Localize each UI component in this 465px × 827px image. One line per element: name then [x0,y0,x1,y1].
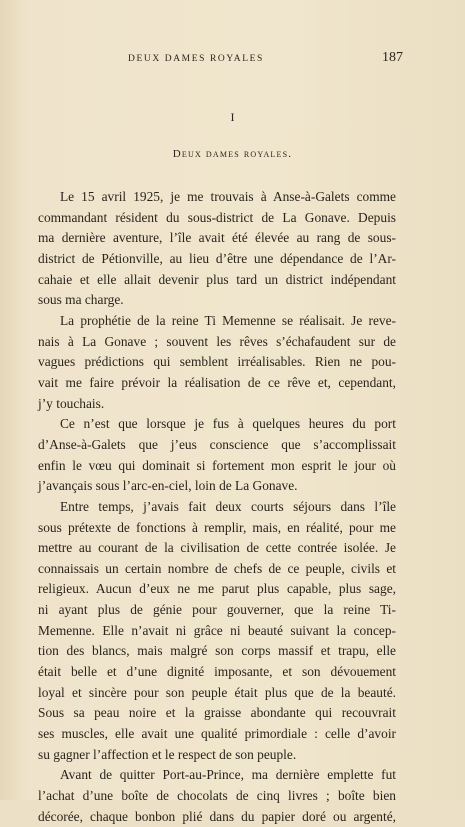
text-line: Avant de quitter Port-au-Prince, ma dernière emplette fut [60,767,396,783]
text-line: mettre au courant de la civilisation de cette contrée isolée. Je [38,540,396,556]
running-header [0,50,465,70]
text-line: loyal et sincère pour son peuple était plus que de la beauté. [38,684,396,700]
text-line: était belle et d’une dignité imposante, et son dévouement [38,664,396,680]
text-line: vait me faire prévoir la réalisation de ce rêve et, cependant, [38,374,396,390]
text-line: d’Anse-à-Galets que j’eus conscience que s’accomplissait [38,436,396,452]
text-line: décorée, chaque bonbon plié dans du papier doré ou argenté, [38,808,396,824]
paragraph [38,497,396,766]
text-line: sous prétexte de fonctions à remplir, mais, en réalité, pour me [38,519,396,535]
text-line: sous ma charge. [38,292,124,308]
text-line: ses muscles, elle avait une qualité primordiale : celle d’avoir [38,726,396,742]
text-line: La prophétie de la reine Ti Memenne se réalisait. Je reve- [60,312,396,328]
text-line: j’avançais sous l’arc-en-ciel, loin de La Gonave. [38,478,298,494]
text-line: nais à La Gonave ; souvent les rêves s’échafaudent sur de [38,333,396,349]
text-line: ni ayant plus de génie pour gouverner, que la reine Ti- [38,602,396,618]
text-line: Ce n’est que lorsque je fus à quelques heures du port [60,416,396,432]
paragraph [38,765,396,827]
paragraph [38,187,396,311]
text-line: connaissais un certain nombre de chefs de ce peuple, civils et [38,560,396,576]
paragraph [38,414,396,497]
text-line: j’y touchais. [38,395,105,411]
text-line: su gagner l’affection et le respect de son peuple. [38,746,297,762]
text-line: tion des blancs, mais malgré son corps massif et trapu, elle [38,643,396,659]
text-line: vagues prédictions qui semblent irréalisables. Rien ne pou- [38,354,396,370]
text-line: l’achat d’une boîte de chocolats de cinq livres ; boîte bien [38,788,396,804]
running-title: DEUX DAMES ROYALES [128,54,264,64]
text-line: district de Pétionville, au lieu d’être une dépendance de l’Ar- [38,250,396,266]
section-title: Deux dames royales. [172,148,293,160]
text-line: cahaie et elle allait devenir plus tard un district indépendant [38,271,396,287]
text-line: Le 15 avril 1925, je me trouvais à Anse-à-Galets comme [60,189,396,204]
text-line: religieux. Aucun d’eux ne me parut plus capable, plus sage, [38,581,396,597]
section-number: I [230,110,235,124]
text-line: Entre temps, j’avais fait deux courts séjours dans l’île [60,498,396,514]
text-line: enfin le vœu qui dominait si fortement mon esprit le jour où [38,457,396,473]
paragraph [38,311,396,414]
page-number: 187 [382,50,403,65]
text-line: Memenne. Elle n’avait ni grâce ni beauté suivant la concep- [38,622,396,638]
text-line: commandant résident du sous-district de La Gonave. Depuis [38,209,396,225]
chapter-body [38,187,396,827]
text-line: Sous sa peau noire et la graisse abondante qui recouvrait [38,705,396,721]
text-line: ma dernière aventure, l’île avait été élevée au rang de sous- [38,230,396,246]
